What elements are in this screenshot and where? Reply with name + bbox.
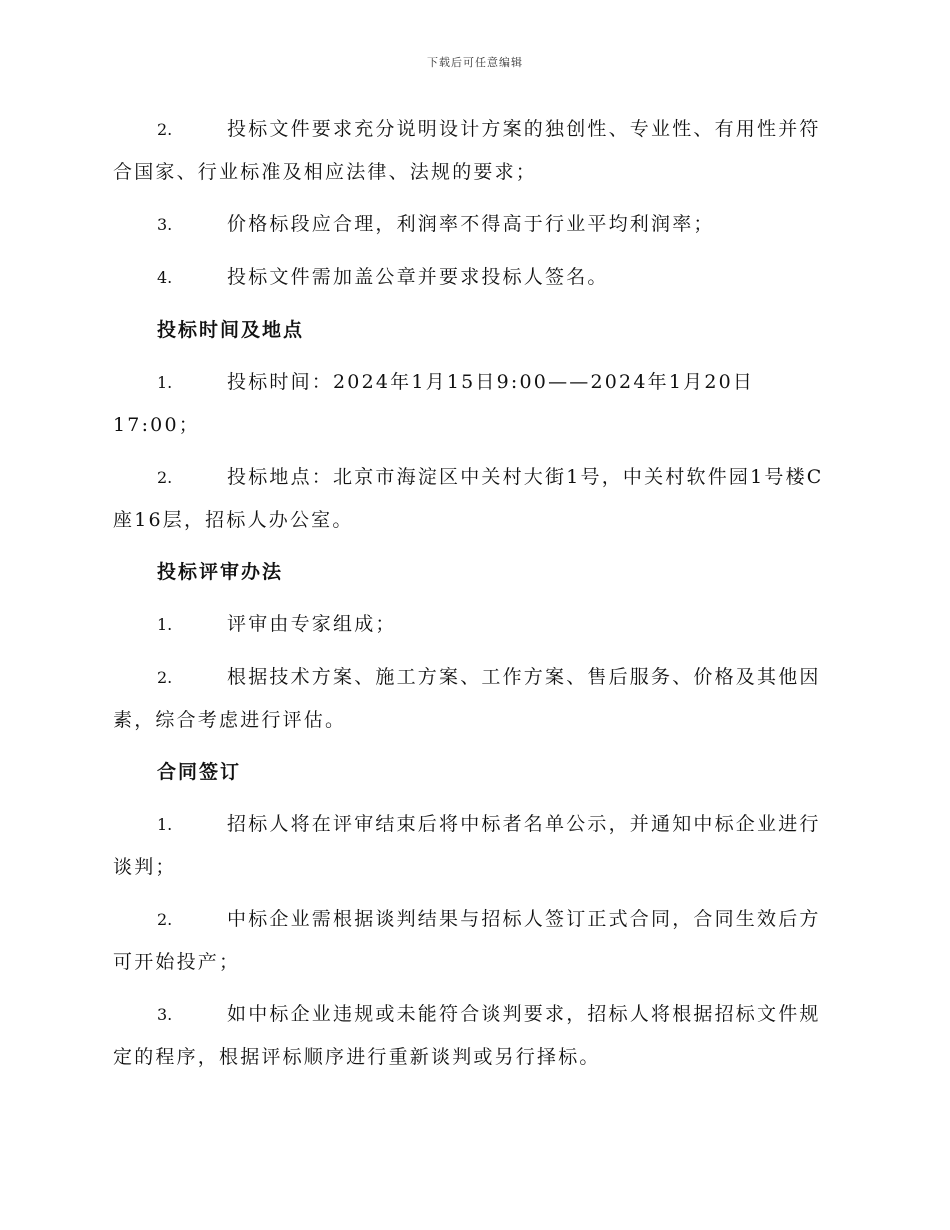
- section-heading-time-location: 投标时间及地点: [157, 319, 305, 341]
- document-body: [113, 108, 833, 1088]
- list-item: [113, 108, 833, 193]
- item-number: 1.: [157, 373, 173, 392]
- item-text: 价格标段应合理，利润率不得高于行业平均利润率；: [227, 213, 715, 235]
- list-item: [113, 993, 833, 1078]
- item-number: 1.: [157, 615, 173, 634]
- list-item: [113, 656, 833, 741]
- item-text: 投标地点：北京市海淀区中关村大街1号，中关村软件园1号楼C座16层，招标人办公室。: [113, 466, 824, 531]
- item-text: 投标文件需加盖公章并要求投标人签名。: [227, 266, 609, 288]
- item-text: 投标文件要求充分说明设计方案的独创性、专业性、有用性并符合国家、行业标准及相应法律、法规的要求；: [113, 118, 821, 183]
- list-item: [113, 803, 833, 888]
- list-item: [113, 456, 833, 541]
- item-number: 2.: [157, 668, 173, 687]
- list-item: [113, 898, 833, 983]
- page-header: 下载后可任意编辑: [427, 56, 523, 69]
- section-heading-contract: 合同签订: [157, 761, 242, 783]
- item-number: 3.: [157, 215, 173, 234]
- section-heading-review: 投标评审办法: [157, 561, 284, 583]
- item-number: 2.: [157, 468, 173, 487]
- list-item: [113, 603, 833, 646]
- item-number: 2.: [157, 910, 173, 929]
- item-text: 评审由专家组成；: [227, 613, 397, 635]
- item-text: 投标时间：2024年1月15日9:00——2024年1月20日17:00；: [113, 371, 755, 436]
- item-number: 3.: [157, 1005, 173, 1024]
- item-number: 2.: [157, 120, 173, 139]
- item-number: 4.: [157, 268, 173, 287]
- item-text: 招标人将在评审结束后将中标者名单公示，并通知中标企业进行谈判；: [113, 813, 821, 878]
- item-text: 如中标企业违规或未能符合谈判要求，招标人将根据招标文件规定的程序，根据评标顺序进行重新谈判或另行择标。: [113, 1003, 821, 1068]
- list-item: [113, 361, 833, 446]
- item-text: 中标企业需根据谈判结果与招标人签订正式合同，合同生效后方可开始投产；: [113, 908, 821, 973]
- item-number: 1.: [157, 815, 173, 834]
- list-item: [113, 256, 833, 299]
- item-text: 根据技术方案、施工方案、工作方案、售后服务、价格及其他因素，综合考虑进行评估。: [113, 666, 821, 731]
- list-item: [113, 203, 833, 246]
